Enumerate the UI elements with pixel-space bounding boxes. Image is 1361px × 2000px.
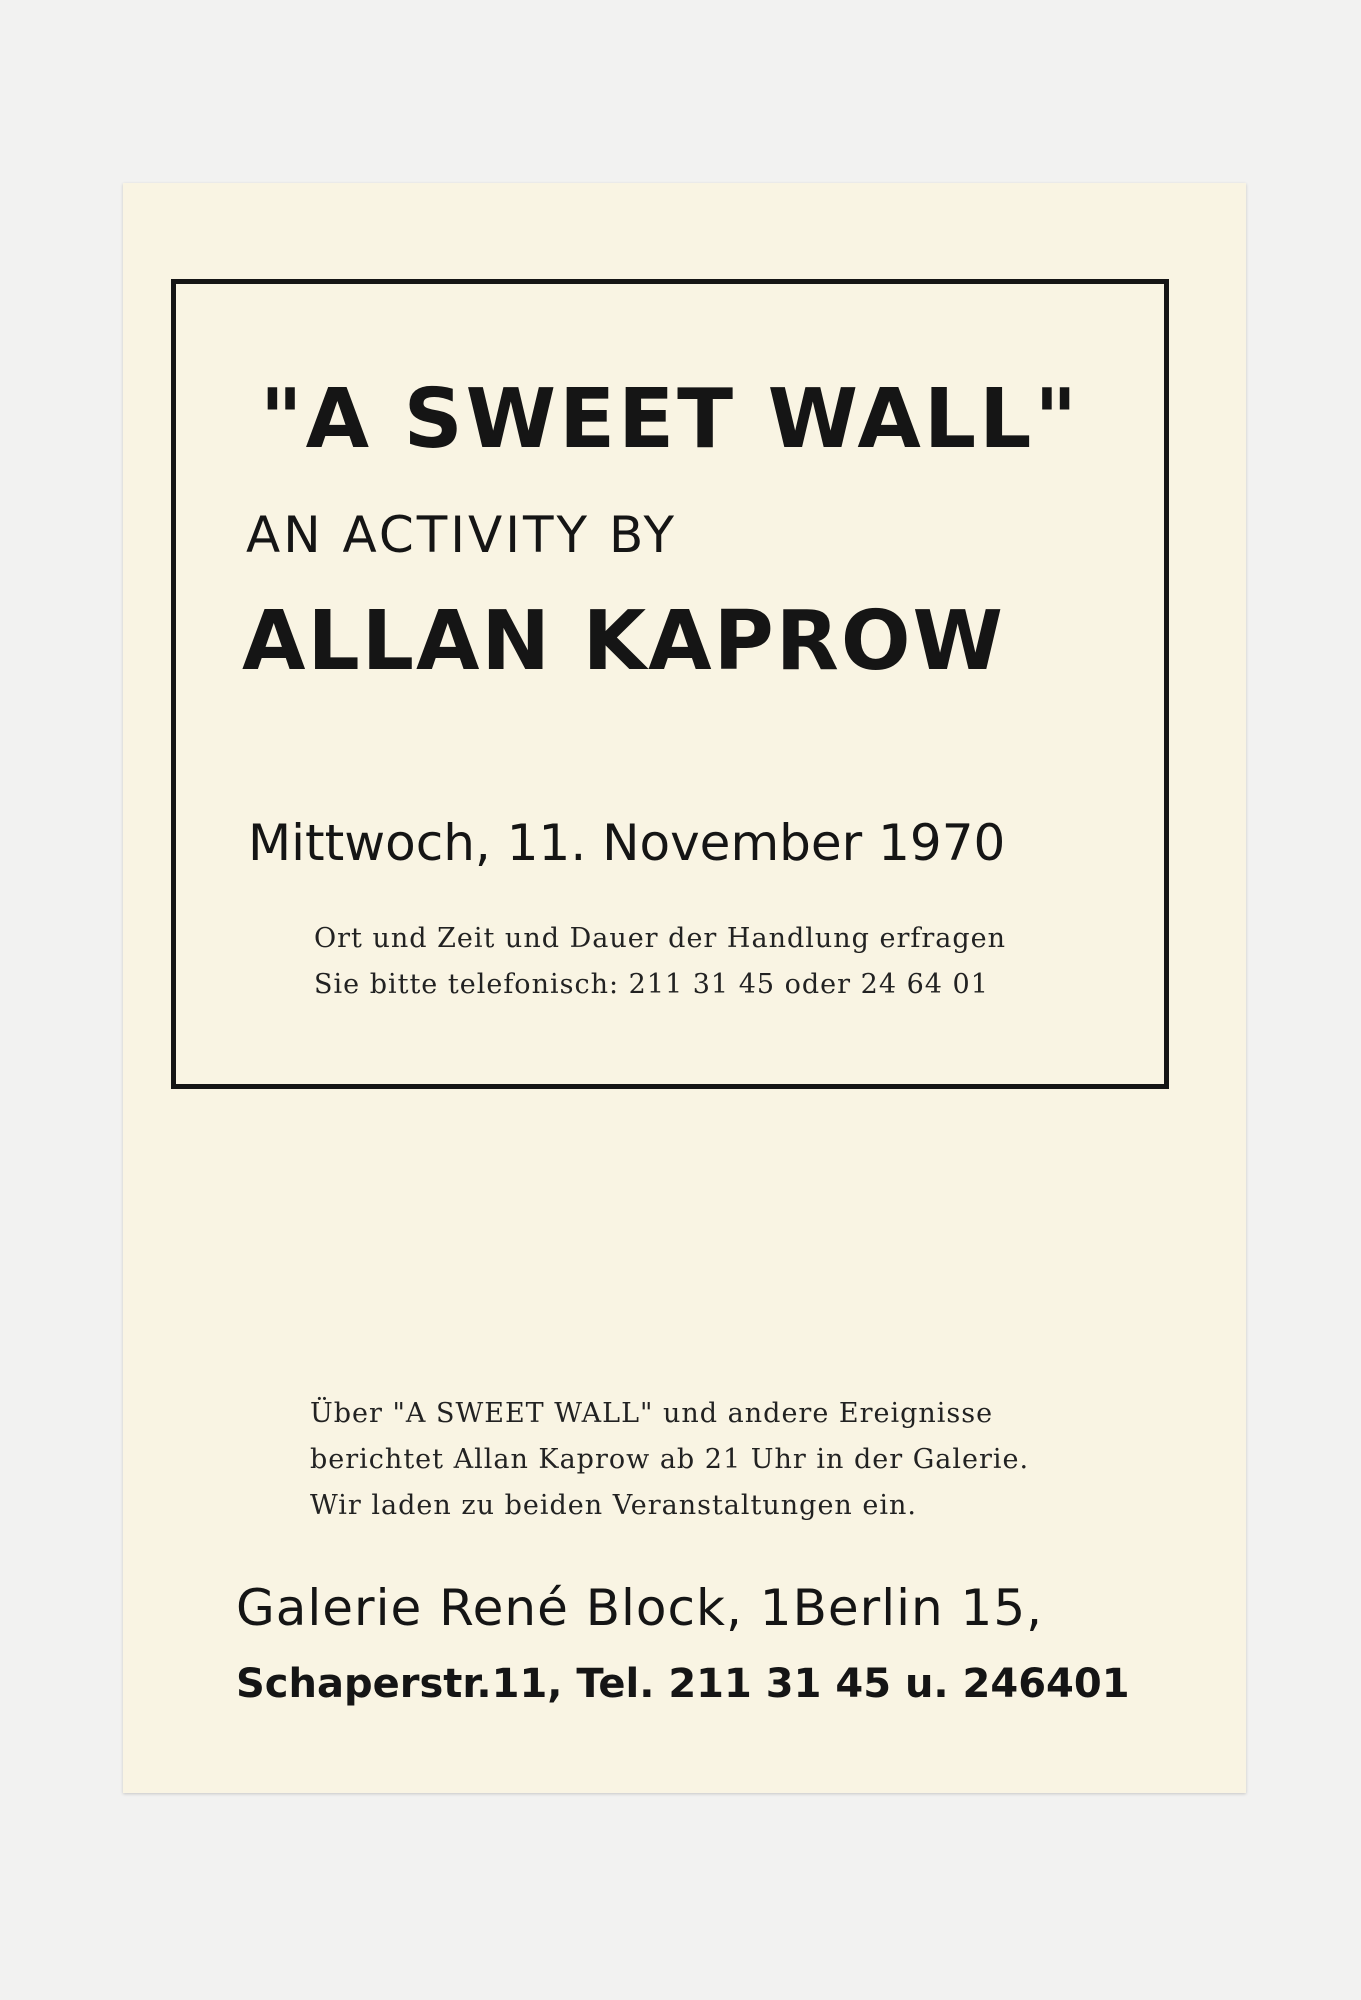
event-note <box>310 1391 1029 1529</box>
artist-name: ALLAN KAPROW <box>242 594 1006 689</box>
title-frame <box>171 279 1169 1089</box>
note-line: Wir laden zu beiden Veranstaltungen ein. <box>310 1490 917 1521</box>
event-info <box>314 916 1006 1008</box>
event-date: Mittwoch, 11. November 1970 <box>248 814 1006 872</box>
gallery-address: Schaperstr.11, Tel. 211 31 45 u. 246401 <box>236 1661 1130 1707</box>
note-line: Über "A SWEET WALL" und andere Ereignisse <box>310 1398 994 1429</box>
info-line: Ort und Zeit und Dauer der Handlung erfragen <box>314 923 1007 954</box>
info-line: Sie bitte telefonisch: 211 31 45 oder 24 64 01 <box>314 969 989 1000</box>
note-line: berichtet Allan Kaprow ab 21 Uhr in der Galerie. <box>310 1444 1030 1475</box>
gallery-name: Galerie René Block, 1Berlin 15, <box>236 1579 1044 1637</box>
invitation-card <box>123 183 1246 1793</box>
event-title: "A SWEET WALL" <box>259 372 1081 467</box>
event-subtitle: AN ACTIVITY BY <box>246 506 678 564</box>
